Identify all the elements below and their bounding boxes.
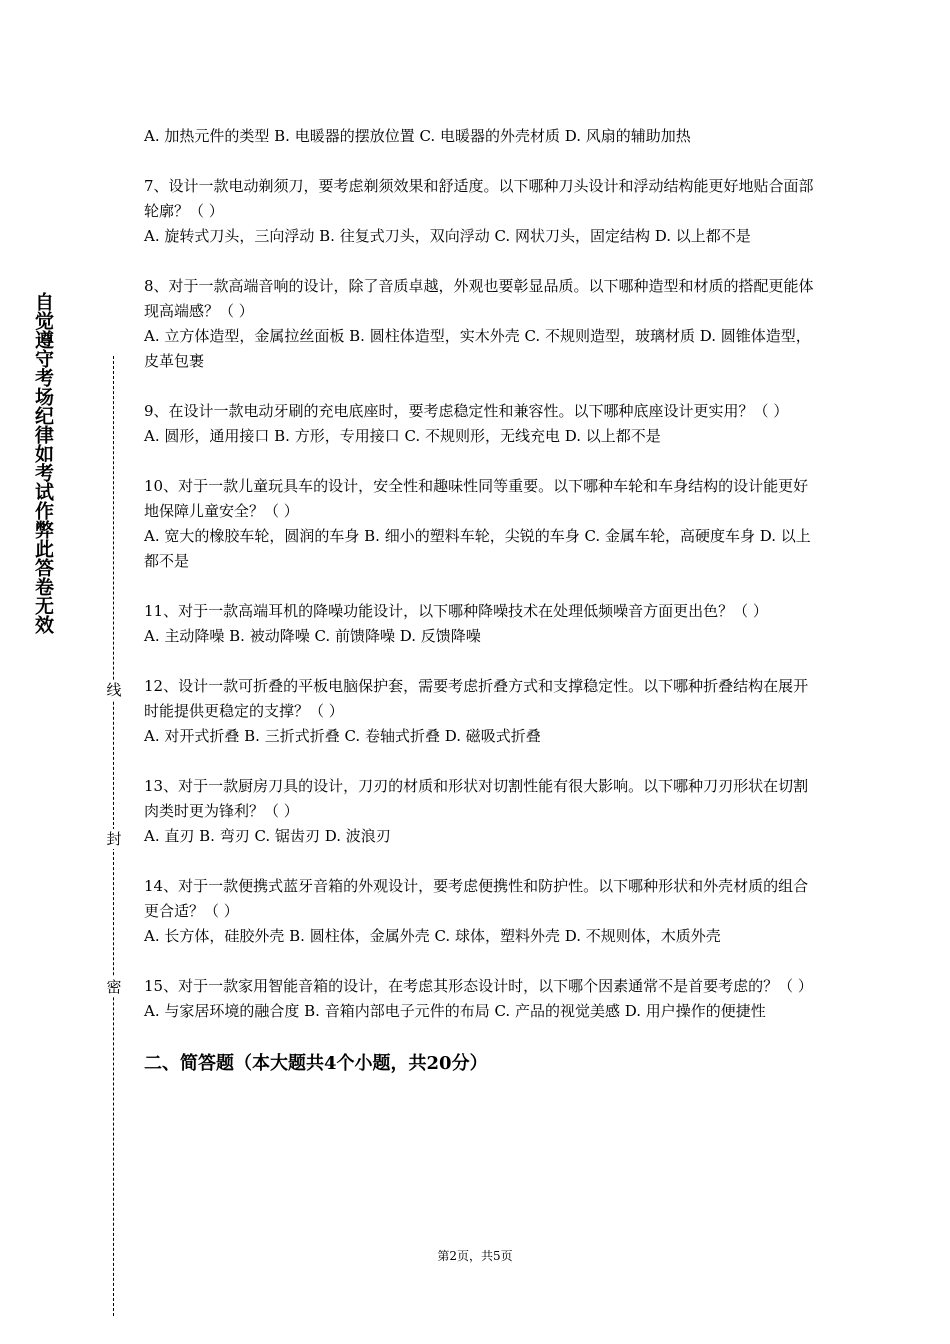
question-list	[144, 124, 814, 1078]
question-options: A. 长方体，硅胶外壳 B. 圆柱体，金属外壳 C. 球体，塑料外壳 D. 不规则体，木质外壳	[144, 927, 721, 945]
question-stem: 9、在设计一款电动牙刷的充电底座时，要考虑稳定性和兼容性。以下哪种底座设计更实用？（ ）	[144, 402, 789, 420]
seal-mark-seal: 封	[104, 829, 124, 849]
question-stem: 14、对于一款便携式蓝牙音箱的外观设计，要考虑便携性和防护性。以下哪种形状和外壳材质的组合更合适？（ ）	[144, 877, 809, 920]
question-options: A. 对开式折叠 B. 三折式折叠 C. 卷轴式折叠 D. 磁吸式折叠	[144, 727, 541, 745]
question-14	[144, 874, 814, 949]
question-7	[144, 174, 814, 249]
exam-discipline-warning: 自觉遵守考场纪律如考试作弊此答卷无效	[32, 292, 54, 634]
question-stem: 10、对于一款儿童玩具车的设计，安全性和趣味性同等重要。以下哪种车轮和车身结构的设计能更好地保障儿童安全？（ ）	[144, 477, 809, 520]
question-stem: 15、对于一款家用智能音箱的设计，在考虑其形态设计时，以下哪个因素通常不是首要考虑的？（ ）	[144, 977, 813, 995]
question-stem: 8、对于一款高端音响的设计，除了音质卓越，外观也要彰显品质。以下哪种造型和材质的搭配更能体现高端感？（ ）	[144, 277, 814, 320]
question-options: A. 旋转式刀头，三向浮动 B. 往复式刀头，双向浮动 C. 网状刀头，固定结构 D. 以上都不是	[144, 227, 751, 245]
question-options: A. 立方体造型，金属拉丝面板 B. 圆柱体造型，实木外壳 C. 不规则造型，玻璃材质 D. 圆锥体造型，皮革包裹	[144, 327, 811, 370]
question-11	[144, 599, 814, 649]
question-options: A. 主动降噪 B. 被动降噪 C. 前馈降噪 D. 反馈降噪	[144, 627, 481, 645]
question-stem: 12、设计一款可折叠的平板电脑保护套，需要考虑折叠方式和支撑稳定性。以下哪种折叠结构在展开时能提供更稳定的支撑？（ ）	[144, 677, 809, 720]
question-15	[144, 974, 814, 1024]
question-10	[144, 474, 814, 574]
question-options: A. 宽大的橡胶车轮，圆润的车身 B. 细小的塑料车轮，尖锐的车身 C. 金属车轮，高硬度车身 D. 以上都不是	[144, 527, 811, 570]
prev-question-options: A. 加热元件的类型 B. 电暖器的摆放位置 C. 电暖器的外壳材质 D. 风扇的辅助加热	[144, 127, 691, 145]
page-number: 第2页，共5页	[437, 1249, 513, 1263]
question-13	[144, 774, 814, 849]
seal-mark-line: 线	[104, 680, 124, 700]
question-options: A. 直刃 B. 弯刃 C. 锯齿刃 D. 波浪刃	[144, 827, 391, 845]
question-options: A. 与家居环境的融合度 B. 音箱内部电子元件的布局 C. 产品的视觉美感 D. 用户操作的便捷性	[144, 1002, 766, 1020]
question-stem: 7、设计一款电动剃须刀，要考虑剃须效果和舒适度。以下哪种刀头设计和浮动结构能更好地贴合面部轮廓？（ ）	[144, 177, 814, 220]
seal-mark-secret: 密	[104, 977, 124, 997]
question-options: A. 圆形，通用接口 B. 方形，专用接口 C. 不规则形，无线充电 D. 以上都不是	[144, 427, 661, 445]
section-title: 二、简答题（本大题共4个小题，共20分）	[144, 1053, 488, 1074]
question-12	[144, 674, 814, 749]
question-9	[144, 399, 814, 449]
question-stem: 13、对于一款厨房刀具的设计，刀刃的材质和形状对切割性能有很大影响。以下哪种刀刃形状在切割肉类时更为锋利？（ ）	[144, 777, 809, 820]
question-8	[144, 274, 814, 374]
question-stem: 11、对于一款高端耳机的降噪功能设计，以下哪种降噪技术在处理低频噪音方面更出色？（ ）	[144, 602, 768, 620]
